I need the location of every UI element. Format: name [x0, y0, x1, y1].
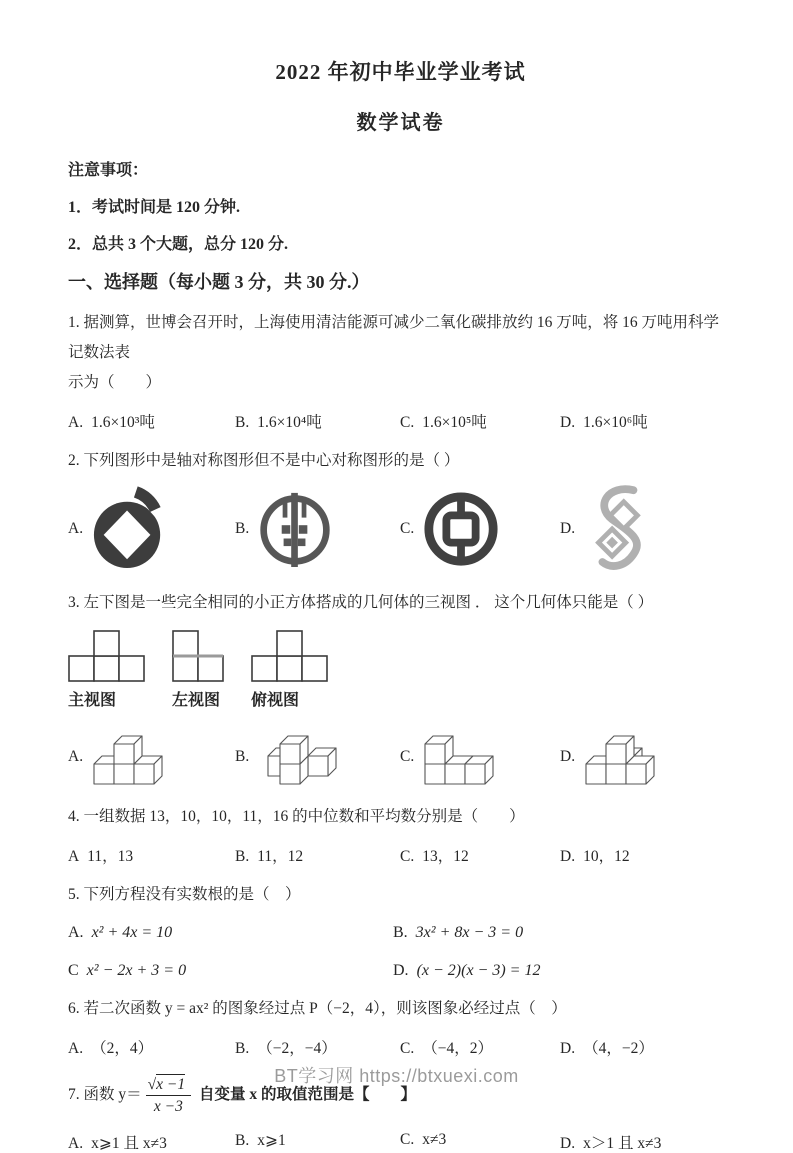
cube-figure-d	[581, 726, 673, 788]
left-view-drawing	[172, 630, 225, 684]
option-d: D.	[560, 726, 733, 788]
question-1-text	[68, 308, 733, 398]
option-d: D. （4，−2）	[560, 1040, 654, 1057]
option-d: D. x＞1 且 x≠3	[560, 1135, 662, 1153]
option-b: B.	[235, 726, 400, 788]
section-1-heading: 一、选择题（每小题 3 分，共 30 分.）	[68, 272, 370, 292]
question-5-text: 5. 下列方程没有实数根的是（ ）	[68, 886, 301, 903]
left-view-label: 左视图	[172, 692, 221, 709]
question-1-options	[68, 410, 733, 432]
cube-figure-a	[89, 726, 181, 788]
cube-figure-b	[255, 726, 347, 788]
question-2-text: 2. 下列图形中是轴对称图形但不是中心对称图形的是（ ）	[68, 452, 460, 469]
notes-heading: 注意事项：	[68, 162, 149, 179]
cube-figure-c	[420, 726, 512, 788]
question-7-suffix: 自变量 x 的取值范围是【 】	[199, 1086, 417, 1104]
top-view-label: 俯视图	[251, 692, 300, 709]
option-c: C.	[400, 726, 560, 788]
option-a: A. x² + 4x = 10	[68, 924, 173, 941]
option-b: B.	[235, 484, 400, 574]
option-d: D. 10，12	[560, 848, 630, 865]
option-a: A.	[68, 484, 235, 574]
note-2: 2．总共 3 个大题，总分 120 分.	[68, 236, 289, 253]
option-c: C.	[400, 484, 560, 574]
bank-of-china-logo-icon	[422, 484, 500, 574]
exam-subtitle: 数学试卷	[356, 112, 445, 134]
option-b: B. （−2，−4）	[235, 1040, 337, 1057]
option-d: D.	[560, 484, 733, 574]
front-view-label: 主视图	[68, 692, 117, 709]
option-d: D. (x − 2)(x − 3) = 12	[393, 962, 541, 979]
option-a: A 11，13	[68, 848, 134, 865]
left-view	[172, 630, 225, 710]
question-7-prefix: 7. 函数 y＝	[68, 1086, 142, 1104]
option-a: A. 1.6×10³吨	[68, 414, 155, 431]
question-1-line2: 示为（ ）	[68, 374, 162, 391]
question-3-text: 3. 左下图是一些完全相同的小正方体搭成的几何体的三视图 ． 这个几何体只能是（ ）	[68, 594, 654, 611]
note-1: 1．考试时间是 120 分钟.	[68, 199, 241, 216]
option-b: B. 1.6×10⁴吨	[235, 414, 322, 431]
three-views-figure	[68, 630, 733, 710]
question-7-options	[68, 1131, 733, 1153]
option-b: B. x⩾1	[235, 1132, 286, 1150]
question-3-options	[68, 726, 733, 788]
top-view	[251, 630, 329, 710]
question-2-options	[68, 484, 733, 574]
option-d: D. 1.6×10⁶吨	[560, 414, 648, 431]
option-b: B. 3x² + 8x − 3 = 0	[393, 924, 524, 941]
question-1-line1: 1. 据测算，世博会召开时，上海使用清洁能源可减少二氧化碳排放约 16 万吨，将 16 万吨用科学记数法表	[68, 314, 720, 361]
question-6-text: 6. 若二次函数 y = ax² 的图象经过点 P（−2，4），则该图象必经过点（ ）	[68, 1000, 567, 1017]
option-c: C. 13，12	[400, 848, 469, 865]
fraction-numerator: √x −1	[146, 1076, 191, 1096]
exam-title: 2022 年初中毕业学业考试	[275, 60, 526, 84]
option-a: A. （2，4）	[68, 1040, 154, 1057]
option-c: C. x≠3	[400, 1131, 447, 1149]
option-c: C x² − 2x + 3 = 0	[68, 962, 187, 979]
front-view-drawing	[68, 630, 146, 684]
option-a: A.	[68, 726, 235, 788]
front-view	[68, 630, 146, 710]
sqrt-sign: √	[147, 1076, 157, 1093]
option-c: C. 1.6×10⁵吨	[400, 414, 487, 431]
rural-credit-cooperative-logo-icon	[91, 484, 167, 574]
question-6-options	[68, 1036, 733, 1058]
option-a: A. x⩾1 且 x≠3	[68, 1135, 167, 1153]
agricultural-bank-logo-icon	[257, 484, 333, 574]
watermark-footer: BT学习网 https://btxuexi.com	[274, 1066, 519, 1086]
s-shaped-diamond-logo-icon	[583, 484, 649, 574]
top-view-drawing	[251, 630, 329, 684]
option-b: B. 11，12	[235, 848, 304, 865]
option-c: C. （−4，2）	[400, 1040, 493, 1057]
question-4-options	[68, 844, 733, 866]
question-5-options	[68, 924, 733, 980]
fraction-denominator: x −3	[153, 1098, 183, 1116]
question-4-text: 4. 一组数据 13，10，10，11，16 的中位数和平均数分别是（ ）	[68, 808, 525, 825]
